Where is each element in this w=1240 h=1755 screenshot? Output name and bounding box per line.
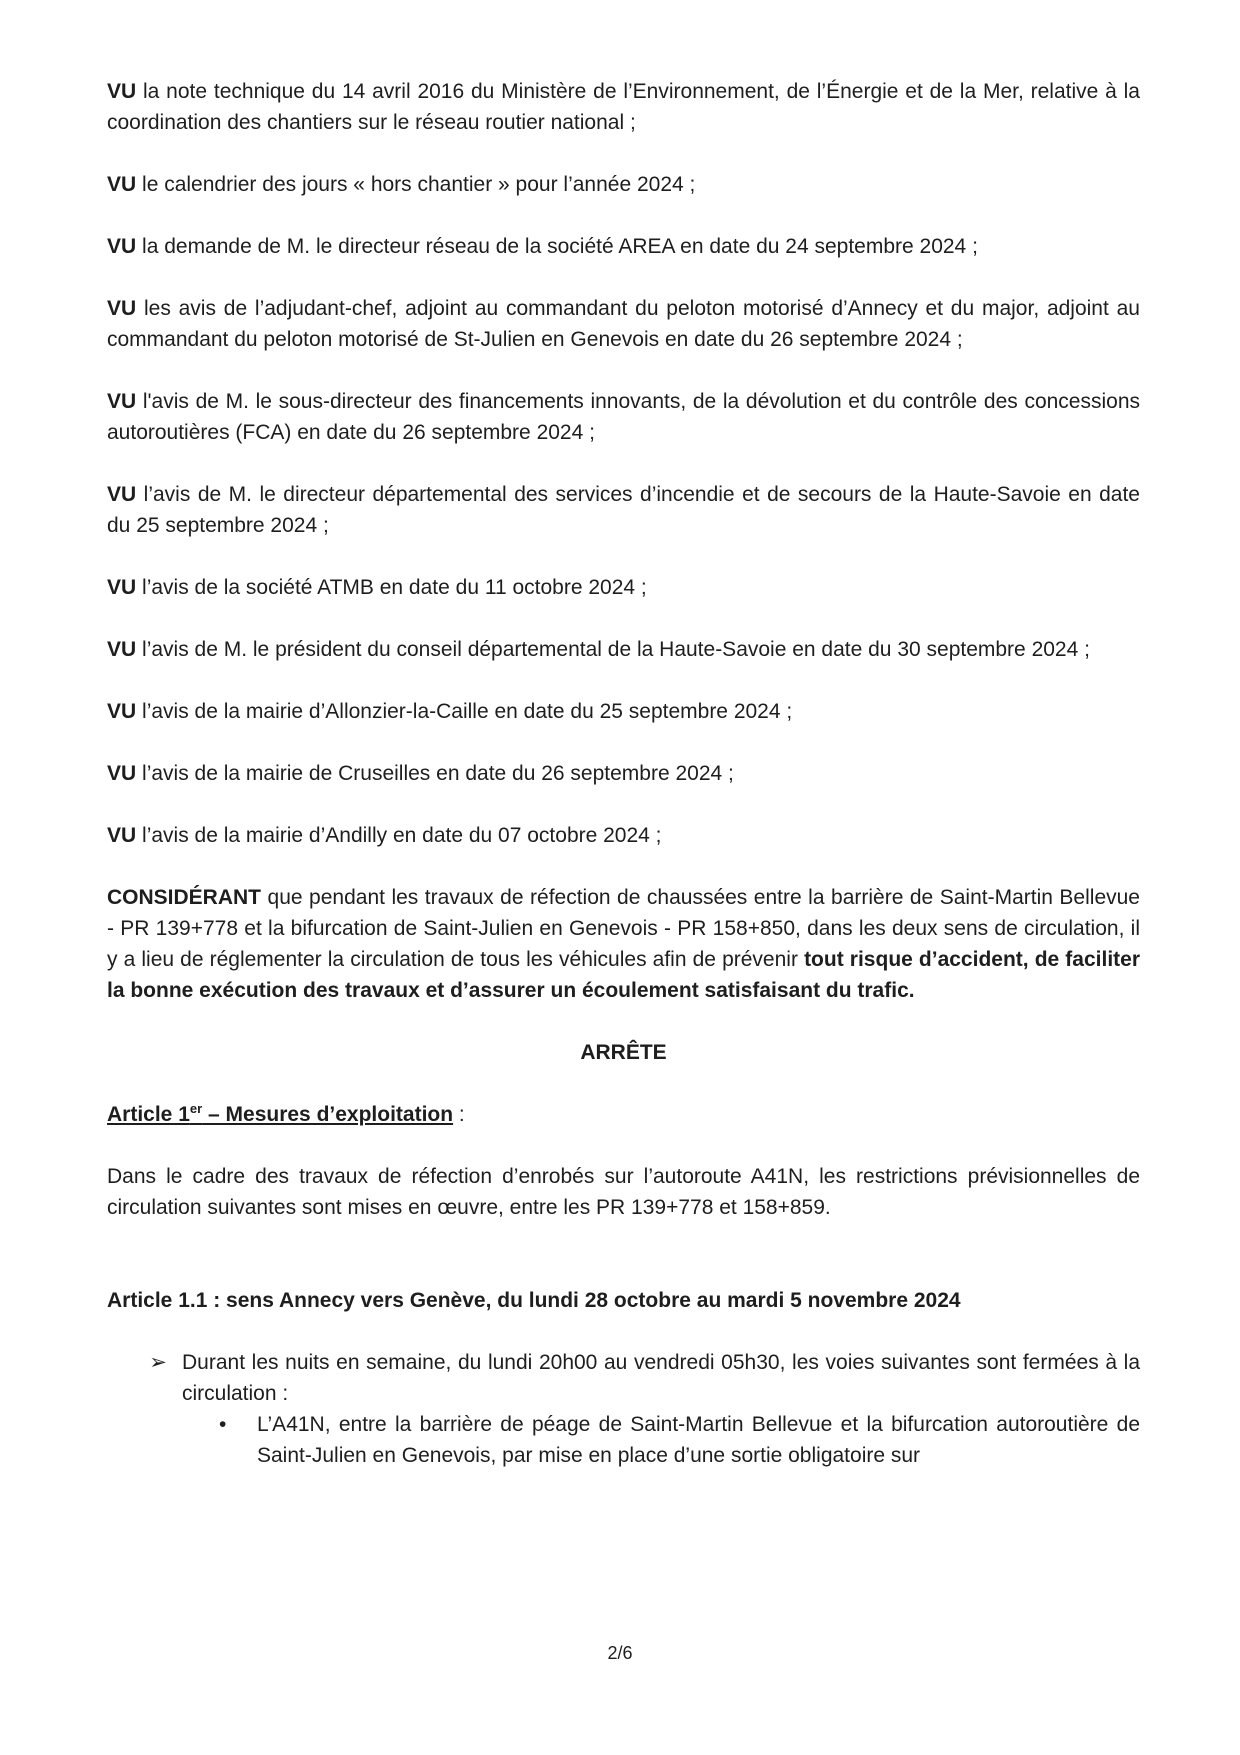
vu-paragraph-4 (107, 293, 1140, 355)
vu-keyword: VU (107, 297, 137, 320)
vu-text-7: l’avis de la société ATMB en date du 11 octobre 2024 ; (142, 576, 647, 599)
article-1-prefix: Article 1 (107, 1103, 190, 1126)
vu-paragraph-10 (107, 758, 1140, 789)
vu-paragraph-3 (107, 231, 1140, 262)
document-body (107, 76, 1140, 1471)
vu-text-10: l’avis de la mairie de Cruseilles en date du 26 septembre 2024 ; (142, 762, 734, 785)
vu-keyword: VU (107, 390, 137, 413)
vu-text-9: l’avis de la mairie d’Allonzier-la-Caille en date du 25 septembre 2024 ; (142, 700, 793, 723)
vu-text-8: l’avis de M. le président du conseil départemental de la Haute-Savoie en date du 30 septembre 2024 ; (142, 638, 1090, 661)
arrow-item-text: Durant les nuits en semaine, du lundi 20h00 au vendredi 05h30, les voies suivantes sont fermées à la circulation : (182, 1351, 1140, 1405)
vu-keyword: VU (107, 173, 137, 196)
article-1-title (107, 1103, 453, 1126)
arrow-bullet-icon: ➢ (149, 1351, 167, 1374)
arrow-list-item (107, 1347, 1140, 1409)
vu-text-5: l'avis de M. le sous-directeur des financements innovants, de la dévolution et du contrôle des concessions autoroutières (FCA) en date du 26 septembre 2024 ; (107, 390, 1141, 444)
vu-keyword: VU (107, 638, 137, 661)
vu-keyword: VU (107, 700, 137, 723)
article-1-1-heading: Article 1.1 : sens Annecy vers Genève, du lundi 28 octobre au mardi 5 novembre 2024 (107, 1289, 961, 1312)
vu-keyword: VU (107, 762, 137, 785)
article-1-superscript: er (189, 1101, 203, 1116)
vu-keyword: VU (107, 824, 137, 847)
bullet-list-item (107, 1409, 1140, 1471)
article-1-heading (107, 1099, 1140, 1130)
vu-text-1: la note technique du 14 avril 2016 du Ministère de l’Environnement, de l’Énergie et de la Mer, relative à la coordination des chantiers sur le réseau routier national ; (107, 80, 1140, 134)
vu-text-3: la demande de M. le directeur réseau de la société AREA en date du 24 septembre 2024 ; (142, 235, 978, 258)
vu-keyword: VU (107, 576, 137, 599)
bullet-item-text: L’A41N, entre la barrière de péage de Saint-Martin Bellevue et la bifurcation autoroutière de Saint-Julien en Genevois, par mise en place d’une sortie obligatoire sur (257, 1413, 1140, 1467)
considerant-keyword: CONSIDÉRANT (107, 886, 262, 909)
vu-paragraph-2 (107, 169, 1140, 200)
vu-keyword: VU (107, 235, 137, 258)
article-1-body: Dans le cadre des travaux de réfection d’enrobés sur l’autoroute A41N, les restrictions prévisionnelles de circulation suivantes sont mises en œuvre, entre les PR 139+778 et 158+859. (107, 1165, 1140, 1219)
vu-keyword: VU (107, 483, 137, 506)
article-1-suffix: : (453, 1103, 465, 1126)
vu-text-4: les avis de l’adjudant-chef, adjoint au commandant du peloton motorisé d’Annecy et du major, adjoint au commandant du peloton motorisé de St-Julien en Genevois en date du 26 septembre 2024 ; (107, 297, 1140, 351)
vu-keyword: VU (107, 80, 137, 103)
considerant-bold-text: tout risque d’accident, de faciliter la bonne exécution des travaux et d’assurer un écoulement satisfaisant du trafic. (107, 948, 1141, 1002)
dot-bullet-icon: • (219, 1413, 227, 1436)
vu-paragraph-8 (107, 634, 1140, 665)
vu-text-6: l’avis de M. le directeur départemental des services d’incendie et de secours de la Haute-Savoie en date du 25 septembre 2024 ; (107, 483, 1140, 537)
vu-paragraph-6 (107, 479, 1140, 541)
arrete-heading: ARRÊTE (580, 1041, 667, 1064)
vu-paragraph-7 (107, 572, 1140, 603)
vu-paragraph-1 (107, 76, 1140, 138)
considerant-paragraph (107, 882, 1140, 1006)
vu-text-11: l’avis de la mairie d’Andilly en date du 07 octobre 2024 ; (142, 824, 662, 847)
vu-paragraph-5 (107, 386, 1140, 448)
vu-paragraph-9 (107, 696, 1140, 727)
considerant-text: que pendant les travaux de réfection de chaussées entre la barrière de Saint-Martin Bellevue - PR 139+778 et la bifurcation de Saint-Julien en Genevois - PR 158+850, dans les deux sens de circulation, il y a lieu de réglementer la circulation de tous les véhicules afin de prévenir (107, 886, 1140, 971)
vu-paragraph-11 (107, 820, 1140, 851)
vu-text-2: le calendrier des jours « hors chantier » pour l’année 2024 ; (142, 173, 696, 196)
article-1-title-rest: – Mesures d’exploitation (202, 1103, 454, 1126)
page-number: 2/6 (607, 1643, 633, 1663)
